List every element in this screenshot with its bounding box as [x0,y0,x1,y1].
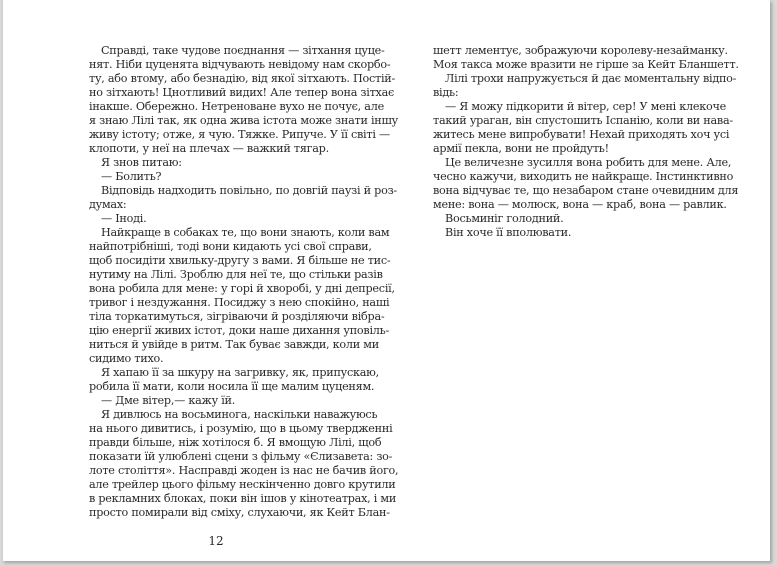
text-line: сидимо тихо. [89,352,164,365]
text-line: — Болить? [101,170,162,183]
text-line: вона робила для мене: у горі й хворобі, у дні депресії, [89,282,395,295]
text-line: Він хоче її вполювати. [445,226,572,239]
text-line: Найкраще в собаках те, що вони знають, коли вам [101,226,390,239]
text-line: тіла торкатимуться, зігріваючи й розділяючи вібра- [89,310,385,323]
text-line: відь: [433,86,459,99]
text-line: просто помирали від сміху, слухаючи, як Кейт Блан- [89,506,390,519]
text-line: армії пекла, вони не пройдуть! [433,142,609,155]
text-line: клопоти, у неї на плечах — важкий тягар. [89,142,329,155]
right-page-text [433,44,739,240]
left-page-text [89,44,399,520]
book-spread [2,0,770,561]
text-line: найпотрібніші, тоді вони кидають усі свої справи, [89,240,372,253]
text-line: нят. Ніби цуценята відчувають невідому нам скорбо- [89,58,391,71]
page-number: 12 [208,534,224,548]
text-line: я знаю Лілі так, як одна жива істота може знати іншу [89,114,398,127]
text-line: такий ураган, він спустошить Іспанію, коли ви нава- [433,114,733,127]
text-line: лоте століття». Насправді жоден із нас не бачив його, [89,464,399,477]
text-line: думах: [89,198,127,211]
text-line: Це величезне зусилля вона робить для мене. Але, [445,156,732,169]
text-line: в рекламних блоках, поки він ішов у кінотеатрах, і ми [89,492,397,505]
text-line: — Іноді. [101,212,147,225]
text-line: робила її мати, коли носила її ще малим цуценям. [89,380,375,393]
text-line: Лілі трохи напружується й дає моментальну відпо- [445,72,737,85]
text-line: Восьминіг голодний. [445,212,564,225]
text-line: цію енергії живих істот, доки наше дихання уповіль- [89,324,390,337]
text-line: Я хапаю її за шкуру на загривку, як, припускаю, [101,366,379,379]
text-line: на нього дивитись, і розумію, що в цьому твердженні [89,422,393,435]
text-line: мене: вона — молюск, вона — краб, вона — равлик. [433,198,727,211]
text-line: житесь мене випробувати! Нехай приходять хоч усі [433,128,730,141]
text-line: ниться й увійде в ритм. Так буває завжди, коли ми [89,338,379,351]
text-line: Моя такса може вразити не гірше за Кейт Бланшетт. [433,58,739,71]
text-line: але трейлер цього фільму нескінченно довго крутили [89,478,396,491]
text-line: вона відчуває те, що незабаром стане очевидним для [433,184,739,197]
text-line: Справді, таке чудове поєднання — зітхання цуце- [101,44,385,57]
text-line: шетт лементує, зображуючи королеву-незайманку. [433,44,728,57]
text-line: Відповідь надходить повільно, по довгій паузі й роз- [101,184,397,197]
text-line: нутиму на Лілі. Зроблю для неї те, що стільки разів [89,268,383,281]
text-line: ту, або втому, або безнадію, від якої зітхають. Постій- [89,72,396,85]
text-line: чесно кажучи, виходить не найкраще. Інстинктивно [433,170,734,183]
text-line: — Я можу підкорити й вітер, сер! У мені клекоче [445,100,727,113]
text-line: інакше. Обережно. Нетреноване вухо не почує, але [89,100,384,113]
text-line: Я знов питаю: [101,156,182,169]
text-line: правди більше, ніж хотілося б. Я вмощую Лілі, щоб [89,436,382,449]
text-line: показати їй улюблені сцени з фільму «Єлизавета: зо- [89,450,393,463]
text-line: живу істоту; отже, я чую. Тяжке. Рипуче. У її світі — [89,128,390,141]
text-line: но зітхають! Цнотливий видих! Але тепер вона зітхає [89,86,395,99]
text-line: Я дивлюсь на восьминога, наскільки наважуюсь [101,408,378,421]
text-line: тривог і нездужання. Посиджу з нею спокійно, наші [89,296,390,309]
text-line: — Дме вітер,— кажу їй. [101,394,236,407]
text-line: щоб посидіти хвильку-другу з вами. Я більше не тис- [89,254,391,267]
